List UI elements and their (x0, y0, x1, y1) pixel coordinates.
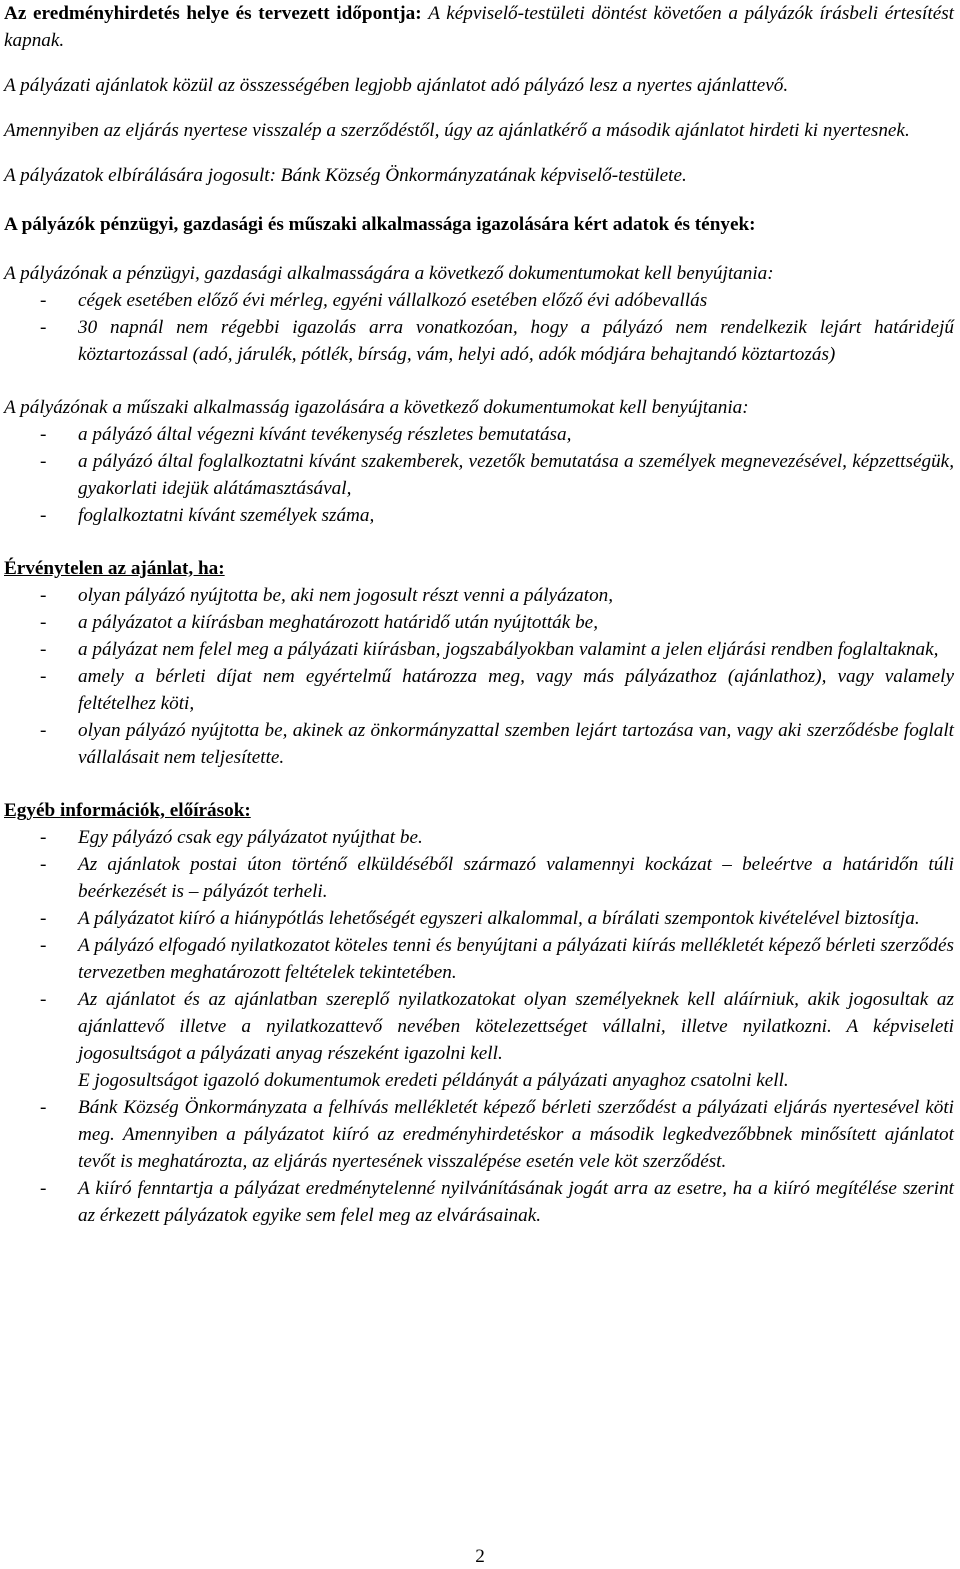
list-item: - amely a bérleti díjat nem egyértelmű határozza meg, vagy más pályázathoz (ajánlathoz), vagy valamely feltételhez köti, (4, 663, 954, 717)
suitability-heading: A pályázók pénzügyi, gazdasági és műszaki alkalmassága igazolására kért adatok és tények: (4, 214, 756, 235)
withdraw-rule: Amennyiben az eljárás nyertese visszalép a szerződéstől, úgy az ajánlatkérő a második ajánlatot hirdeti ki nyertesnek. (4, 120, 910, 141)
page-number: 2 (475, 1546, 485, 1567)
list-item: - olyan pályázó nyújtotta be, aki nem jogosult részt venni a pályázaton, (4, 582, 954, 609)
invalid-list (4, 582, 954, 771)
announcement-paragraph (4, 0, 954, 54)
evaluator-paragraph: A pályázatok elbírálására jogosult: Bánk Község Önkormányzatának képviselő-testülete. (4, 165, 687, 186)
list-item: - a pályázó által végezni kívánt tevékenység részletes bemutatása, (4, 421, 954, 448)
list-item (4, 986, 954, 1094)
financial-intro: A pályázónak a pénzügyi, gazdasági alkalmasságára a következő dokumentumokat kell benyújtania: (4, 263, 774, 284)
list-item: - Bánk Község Önkormányzata a felhívás mellékletét képező bérleti szerződést a pályázati eljárás nyertesével köti meg. Amennyiben a pályázatot kiíró az eredményhirdetéskor a második legkedvezőbbnek minősített ajánlatot tevőt is meghatározta, az eljárás nyertesének visszalépése esetén vele köt szerződést. (4, 1094, 954, 1175)
announcement-label: Az eredményhirdetés helye és tervezett időpontja: (4, 3, 422, 24)
list-item: - Az ajánlatok postai úton történő elküldéséből származó valamennyi kockázat – beleértve a határidőn túli beérkezését is – pályázót terheli. (4, 851, 954, 905)
list-item: - foglalkoztatni kívánt személyek száma, (4, 502, 954, 529)
announcement-text: A képviselő-testületi döntést követően a pályázók írásbeli értesítést kapnak. (4, 3, 955, 51)
list-item: - A kiíró fenntartja a pályázat eredménytelenné nyilvánításának jogát arra az esetre, ha a kiíró megítélése szerint az érkezett pályázatok egyike sem felel meg az elvárásainak. (4, 1175, 954, 1229)
invalid-heading: Érvénytelen az ajánlat, ha: (4, 558, 225, 579)
winner-rule: A pályázati ajánlatok közül az összességében legjobb ajánlatot adó pályázó lesz a nyertes ajánlattevő. (4, 75, 789, 96)
technical-list (4, 421, 954, 529)
list-item: - a pályázat nem felel meg a pályázati kiírásban, jogszabályokban valamint a jelen eljárási rendben foglaltaknak, (4, 636, 954, 663)
list-item: - A pályázó elfogadó nyilatkozatot köteles tenni és benyújtani a pályázati kiírás mellékletét képező bérleti szerződés tervezetben meghatározott feltételek tekintetében. (4, 932, 954, 986)
list-item: - cégek esetében előző évi mérleg, egyéni vállalkozó esetében előző évi adóbevallás (4, 287, 954, 314)
technical-intro: A pályázónak a műszaki alkalmasság igazolására a következő dokumentumokat kell benyújtania: (4, 397, 749, 418)
list-item: - A pályázatot kiíró a hiánypótlás lehetőségét egyszeri alkalommal, a bírálati szempontok kivételével biztosítja. (4, 905, 954, 932)
list-item: - a pályázatot a kiírásban meghatározott határidő után nyújtották be, (4, 609, 954, 636)
list-item: - 30 napnál nem régebbi igazolás arra vonatkozóan, hogy a pályázó nem rendelkezik lejárt határidejű köztartozással (adó, járulék, pótlék, bírság, vám, helyi adó, adók módjára behajtandó köztartozás) (4, 314, 954, 368)
other-heading: Egyéb információk, előírások: (4, 800, 251, 821)
list-item: - a pályázó által foglalkoztatni kívánt szakemberek, vezetők bemutatása a személyek megnevezésével, képzettségük, gyakorlati idejük alátámasztásával, (4, 448, 954, 502)
other-list (4, 824, 954, 1229)
signatory-text: Az ajánlatot és az ajánlatban szereplő nyilatkozatokat olyan személyeknek kell aláírniuk, akik jogosultak az ajánlattevő illetve a nyilatkozattevő nevében kötelezettséget vállalni, illetve nyilatkozni. A képviseleti jogosultságot a pályázati anyag részeként igazolni kell. (78, 989, 954, 1064)
financial-list (4, 287, 954, 368)
list-item: - olyan pályázó nyújtotta be, akinek az önkormányzattal szemben lejárt tartozása van, vagy aki szerződésbe foglalt vállalásait nem teljesítette. (4, 717, 954, 771)
signatory-note: E jogosultságot igazoló dokumentumok eredeti példányát a pályázati anyaghoz csatolni kell. (78, 1070, 789, 1091)
list-item: - Egy pályázó csak egy pályázatot nyújthat be. (4, 824, 954, 851)
